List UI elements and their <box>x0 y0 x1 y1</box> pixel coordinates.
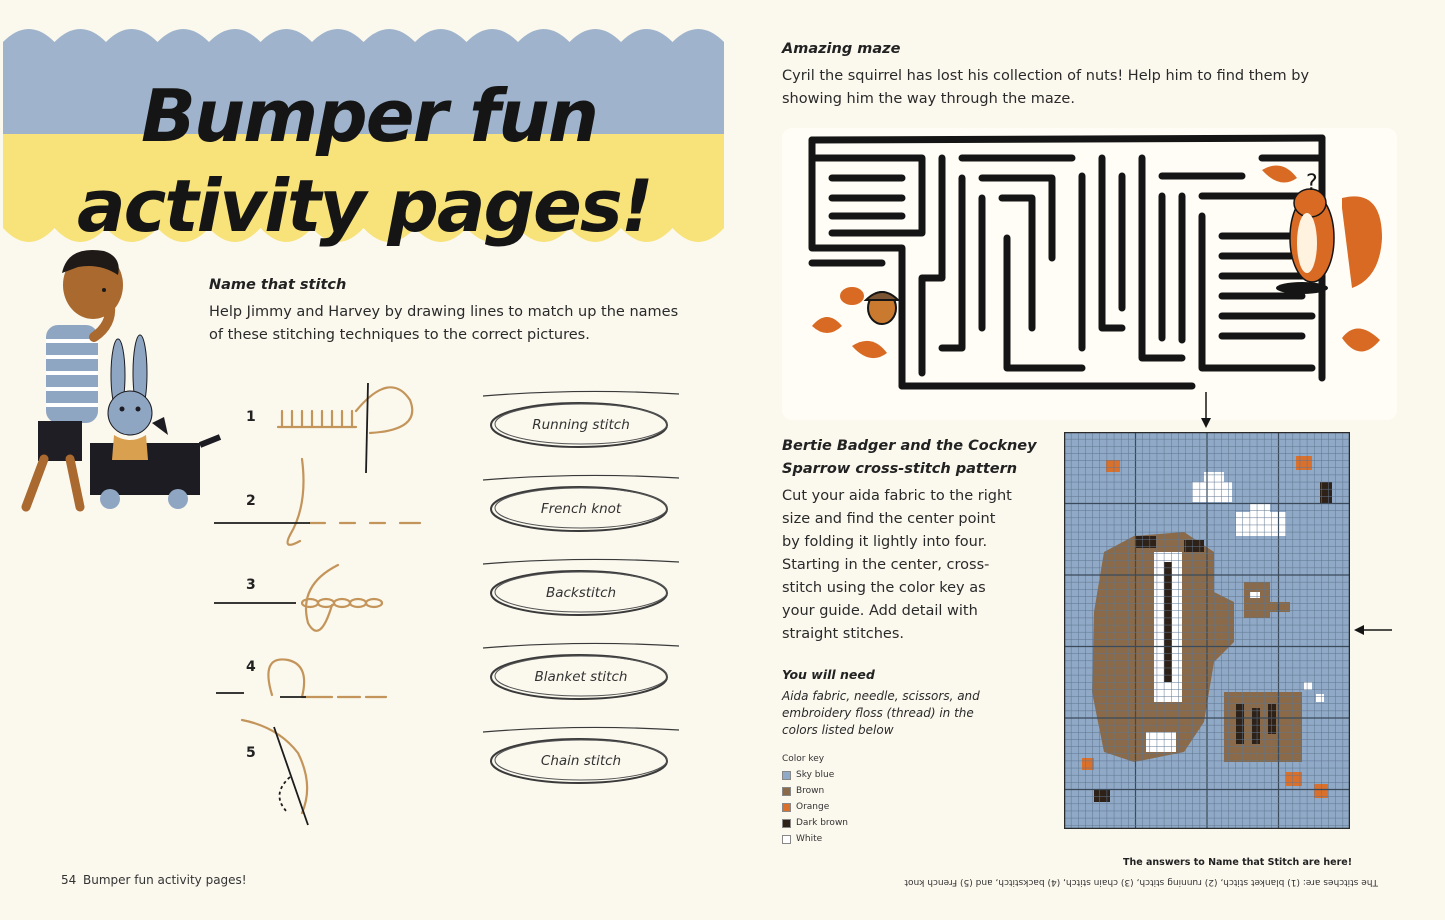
stitch-name-oval-backstitch[interactable] <box>481 556 681 626</box>
color-swatch-dark-brown <box>782 819 791 828</box>
stitch-name-oval-running[interactable] <box>481 388 681 458</box>
you-will-need-heading: You will need <box>782 667 875 682</box>
stitch-illustrations <box>210 355 435 835</box>
maze-section-description: Cyril the squirrel has lost his collection of nuts! Help him to find them by showing him the way through the maze. <box>782 68 1310 107</box>
color-key-label: Brown <box>796 786 825 796</box>
pattern-heading-line-2: Sparrow cross-stitch pattern <box>782 461 1018 477</box>
color-swatch-sky-blue <box>782 771 791 780</box>
stitch-name-oval-french[interactable] <box>481 472 681 542</box>
color-key-title: Color key <box>782 754 825 764</box>
stitch-section-description: Help Jimmy and Harvey by drawing lines to match up the names of these stitching techniques to the correct pictures. <box>209 304 679 343</box>
color-key-label: White <box>796 834 823 844</box>
color-swatch-brown <box>782 787 791 796</box>
stitch-name-oval-chain[interactable] <box>481 724 681 794</box>
title-banner <box>3 28 724 248</box>
stitch-name-label: Chain stitch <box>540 753 622 769</box>
answers-text-upside-down: The stitches are: (1) blanket stitch, (2) running stitch, (3) chain stitch, (4) backstitch, and (5) French knot <box>904 877 1378 887</box>
stitch-number-2: 2 <box>246 493 256 509</box>
you-will-need-text: Aida fabric, needle, scissors, and embroidery floss (thread) in the colors listed below <box>782 689 980 737</box>
question-mark-icon: ? <box>1306 171 1318 196</box>
cross-stitch-pattern-grid[interactable] <box>1064 432 1350 829</box>
stitch-name-oval-blanket[interactable] <box>481 640 681 710</box>
footer-page-title: Bumper fun activity pages! <box>83 873 247 887</box>
stitch-section-heading: Name that stitch <box>209 277 347 293</box>
color-key-item <box>782 817 848 829</box>
color-key-label: Dark brown <box>796 818 849 828</box>
stitch-number-1: 1 <box>246 409 256 425</box>
color-key-item <box>782 833 822 845</box>
color-key-item <box>782 769 834 781</box>
color-key-item <box>782 785 824 797</box>
pattern-grid-lines <box>1064 432 1350 829</box>
maze-illustration[interactable] <box>782 128 1397 420</box>
pattern-instructions: Cut your aida fabric to the right size and find the center point by folding it lightly into four. Starting in the center, cross-stitch using the color key as your guide. Add detail with straight stitches. <box>782 488 1012 642</box>
arrow-left-icon <box>1352 622 1392 638</box>
page-title-line-2: activity pages! <box>77 164 652 248</box>
stitch-name-label: Backstitch <box>545 585 617 601</box>
answers-title: The answers to Name that Stitch are here! <box>1123 857 1353 868</box>
stitch-name-label: French knot <box>540 501 622 517</box>
color-key-label: Sky blue <box>796 770 835 780</box>
color-key-item <box>782 801 829 813</box>
color-swatch-white <box>782 835 791 844</box>
stitch-name-label: Running stitch <box>532 417 630 433</box>
arrow-down-icon <box>1198 392 1214 432</box>
color-key-label: Orange <box>796 802 830 812</box>
stitch-number-5: 5 <box>246 745 256 761</box>
color-swatch-orange <box>782 803 791 812</box>
footer-page-number: 54 <box>61 873 77 887</box>
stitch-number-4: 4 <box>246 659 256 675</box>
page-title-line-1: Bumper fun <box>141 74 597 158</box>
boy-and-rabbit-illustration <box>18 245 223 520</box>
pattern-heading-line-1: Bertie Badger and the Cockney <box>782 438 1037 454</box>
maze-section-heading: Amazing maze <box>782 41 901 57</box>
stitch-name-label: Blanket stitch <box>534 669 628 685</box>
stitch-number-3: 3 <box>246 577 256 593</box>
